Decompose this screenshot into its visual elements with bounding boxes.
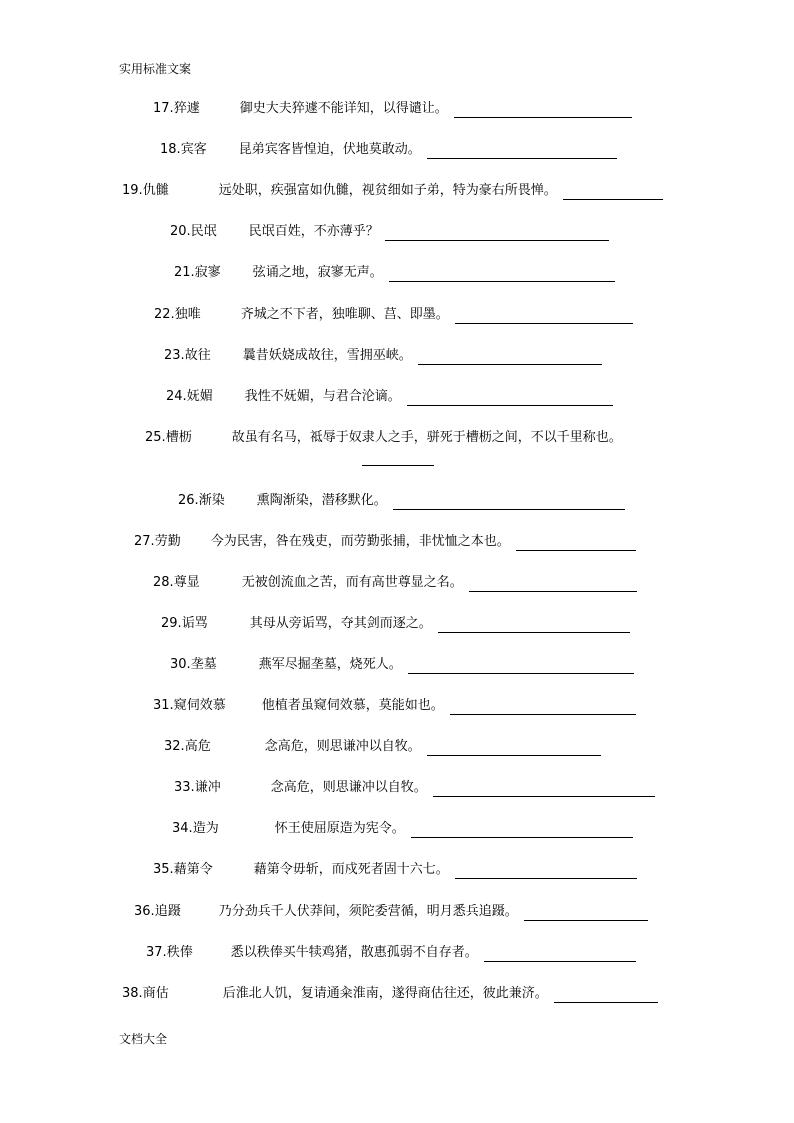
answer-blank[interactable]: [427, 743, 601, 756]
exercise-item: [172, 820, 633, 838]
answer-blank[interactable]: [563, 187, 663, 200]
answer-blank[interactable]: [433, 784, 655, 797]
item-term: 宾客: [180, 142, 207, 157]
item-number: 27.: [134, 534, 155, 549]
item-term: 渐染: [198, 493, 225, 508]
exercise-item: [164, 347, 602, 365]
answer-blank[interactable]: [438, 620, 630, 633]
answer-blank[interactable]: [407, 393, 613, 406]
exercise-item: [134, 533, 636, 551]
item-sentence: 曩昔妖娆成故往，雪拥巫峡。: [242, 348, 412, 363]
item-sentence: 怀王使屈原造为宪令。: [274, 821, 405, 836]
item-number: 35.: [153, 862, 174, 877]
item-sentence: 念高危，则思谦冲以自牧。: [264, 739, 421, 754]
item-number: 20.: [170, 224, 191, 239]
answer-blank[interactable]: [450, 702, 636, 715]
item-term: 独唯: [174, 307, 201, 322]
item-term: 寂寥: [194, 265, 221, 280]
item-sentence: 今为民害，咎在残吏，而劳勤张捕，非忧恤之本也。: [210, 534, 510, 549]
item-sentence: 念高危，则思谦冲以自牧。: [270, 780, 427, 795]
exercise-item: [145, 429, 622, 447]
answer-blank[interactable]: [469, 579, 637, 592]
exercise-item: [154, 306, 633, 324]
item-number: 32.: [164, 739, 185, 754]
answer-blank[interactable]: [524, 908, 648, 921]
exercise-item: [164, 738, 601, 756]
item-number: 37.: [146, 945, 167, 960]
item-number: 19.: [122, 183, 143, 198]
item-number: 26.: [178, 493, 199, 508]
item-term: 秩俸: [166, 945, 193, 960]
item-term: 窥伺效慕: [173, 698, 226, 713]
exercise-item: [122, 985, 658, 1003]
item-term: 高危: [184, 739, 211, 754]
item-sentence: 无被创流血之苦，而有高世尊显之名。: [241, 575, 463, 590]
item-term: 妩媚: [186, 389, 213, 404]
item-term: 尊显: [173, 575, 200, 590]
item-term: 槽枥: [165, 430, 192, 445]
item-sentence: 藉第令毋斩，而戍死者固十六七。: [253, 862, 449, 877]
answer-blank[interactable]: [455, 311, 633, 324]
answer-blank[interactable]: [554, 990, 658, 1003]
item-number: 36.: [134, 904, 155, 919]
item-term: 诟骂: [181, 616, 208, 631]
item-sentence: 熏陶渐染，潜移默化。: [256, 493, 387, 508]
item-number: 29.: [161, 616, 182, 631]
item-sentence: 其母从旁诟骂，夺其剑而逐之。: [249, 616, 432, 631]
item-term: 谦冲: [194, 780, 221, 795]
item-term: 民氓: [190, 224, 217, 239]
exercise-item: [153, 697, 636, 715]
item-term: 垄墓: [190, 657, 217, 672]
item-number: 22.: [154, 307, 175, 322]
item-sentence: 后淮北人饥，复请通籴淮南，遂得商估往还，彼此兼济。: [222, 986, 548, 1001]
exercise-item: [161, 615, 630, 633]
item-sentence: 他植者虽窥伺效慕，莫能如也。: [261, 698, 444, 713]
item-number: 23.: [164, 348, 185, 363]
item-sentence: 弦诵之地，寂寥无声。: [252, 265, 383, 280]
item-number: 18.: [160, 142, 181, 157]
item-sentence: 远处职，疾强富如仇雠，视贫细如子弟，特为豪右所畏惮。: [218, 183, 557, 198]
answer-blank[interactable]: [484, 949, 636, 962]
exercise-item: [153, 574, 637, 592]
item-term: 藉第令: [173, 862, 213, 877]
item-number: 34.: [172, 821, 193, 836]
item-sentence: 齐城之不下者，独唯聊、莒、即墨。: [240, 307, 449, 322]
item-number: 28.: [153, 575, 174, 590]
item-sentence: 御史大夫猝遽不能详知，以得谴让。: [239, 101, 448, 116]
item-term: 造为: [192, 821, 219, 836]
exercise-item: [160, 141, 617, 159]
exercise-item: [166, 388, 613, 406]
item-number: 17.: [153, 101, 174, 116]
answer-blank[interactable]: [408, 661, 634, 674]
item-term: 猝遽: [173, 101, 200, 116]
item-sentence: 悉以秩俸买牛犊鸡猪，散惠孤弱不自存者。: [230, 945, 478, 960]
item-sentence: 乃分劲兵千人伏莽间，须陀委营循，明月悉兵追蹑。: [218, 904, 518, 919]
item-number: 25.: [145, 430, 166, 445]
answer-blank[interactable]: [411, 825, 633, 838]
answer-blank[interactable]: [454, 105, 632, 118]
exercise-item: [134, 903, 648, 921]
answer-blank[interactable]: [393, 497, 625, 510]
item-number: 31.: [153, 698, 174, 713]
item-number: 38.: [122, 986, 143, 1001]
answer-blank[interactable]: [516, 538, 636, 551]
item-term: 仇雠: [142, 183, 169, 198]
item-sentence: 昆弟宾客皆惶迫，伏地莫敢动。: [238, 142, 421, 157]
answer-blank[interactable]: [385, 228, 609, 241]
exercise-item: [174, 779, 655, 797]
item-term: 故往: [184, 348, 211, 363]
item-sentence: 民氓百姓，不亦薄乎？: [248, 224, 379, 239]
answer-blank[interactable]: [362, 465, 434, 466]
exercise-item: [174, 264, 615, 282]
item-number: 30.: [170, 657, 191, 672]
item-sentence: 燕军尽掘垄墓，烧死人。: [258, 657, 402, 672]
page-footer: 文档大全: [119, 1032, 168, 1046]
exercise-item: [146, 944, 636, 962]
exercise-item: [178, 492, 625, 510]
item-term: 商估: [142, 986, 169, 1001]
answer-blank[interactable]: [427, 146, 617, 159]
item-number: 24.: [166, 389, 187, 404]
item-sentence: 我性不妩媚，与君合沦谪。: [244, 389, 401, 404]
item-term: 追蹑: [154, 904, 181, 919]
exercise-item: [170, 656, 634, 674]
answer-blank[interactable]: [418, 352, 602, 365]
exercise-item: [153, 100, 632, 118]
item-number: 33.: [174, 780, 195, 795]
page-header: 实用标准文案: [119, 62, 192, 76]
exercise-item: [122, 182, 663, 200]
item-sentence: 故虽有名马，祗辱于奴隶人之手，骈死于槽枥之间，不以千里称也。: [231, 430, 622, 445]
answer-blank[interactable]: [455, 866, 637, 879]
item-number: 21.: [174, 265, 195, 280]
exercise-item: [153, 861, 637, 879]
answer-blank[interactable]: [389, 269, 615, 282]
item-term: 劳勤: [154, 534, 181, 549]
exercise-item: [170, 223, 609, 241]
